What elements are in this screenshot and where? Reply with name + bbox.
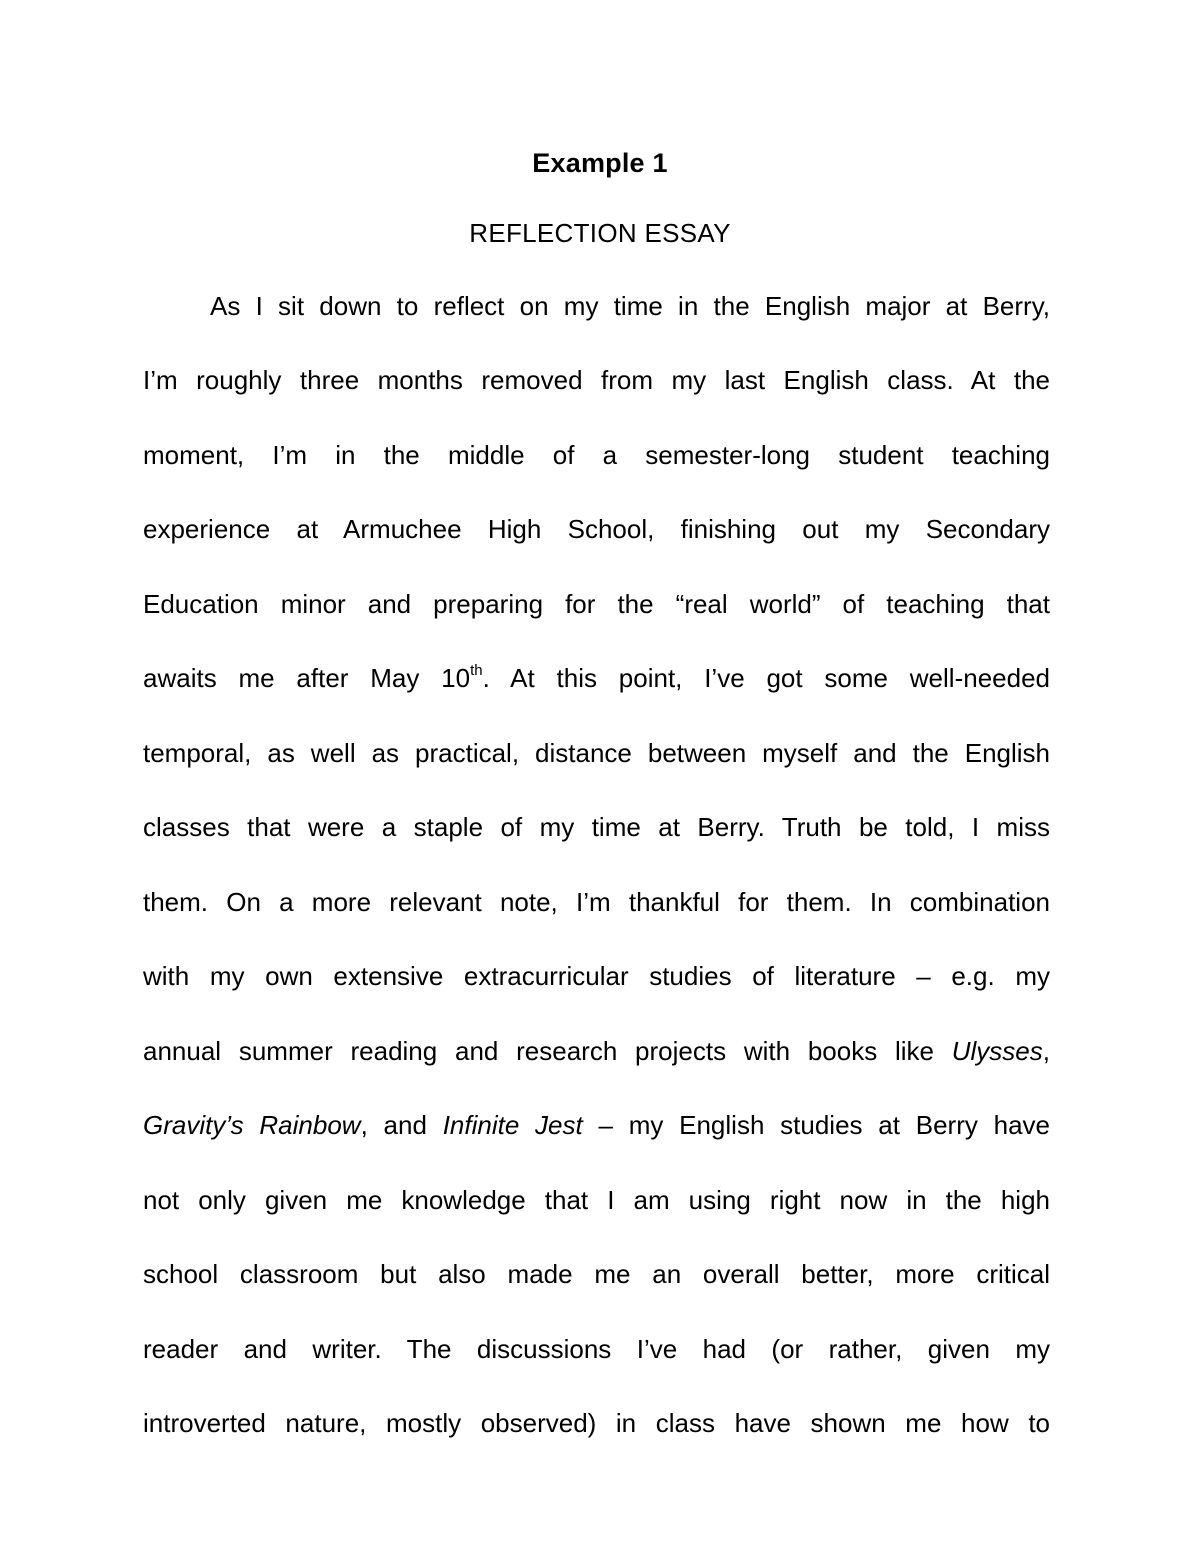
- document-title: Example 1: [532, 148, 668, 178]
- body-line: experience at Armuchee High School, finishing out my Secondary: [143, 514, 1050, 544]
- body-line: [143, 1031, 1050, 1071]
- body-line: Education minor and preparing for the “real world” of teaching that: [143, 589, 1050, 619]
- book-title: Ulysses: [951, 1036, 1043, 1066]
- body-line: I’m roughly three months removed from my last English class. At the: [143, 365, 1050, 395]
- superscript: th: [470, 662, 483, 679]
- body-text: , and: [360, 1110, 443, 1140]
- body-text: awaits me after May 10: [143, 663, 471, 693]
- body-text: . At this point, I’ve got some well-needed: [482, 663, 1050, 693]
- body-text: – my English studies at Berry have: [582, 1110, 1050, 1140]
- body-line: [143, 1105, 1050, 1145]
- body-line: temporal, as well as practical, distance between myself and the English: [143, 738, 1050, 768]
- book-title: Infinite Jest: [442, 1110, 583, 1140]
- body-line: As I sit down to reflect on my time in the English major at Berry,: [210, 291, 1050, 321]
- body-line: them. On a more relevant note, I’m thankful for them. In combination: [143, 887, 1050, 917]
- body-line: reader and writer. The discussions I’ve had (or rather, given my: [143, 1334, 1050, 1364]
- body-line: [143, 658, 1050, 698]
- document-subtitle: REFLECTION ESSAY: [469, 218, 731, 248]
- body-line: introverted nature, mostly observed) in class have shown me how to: [143, 1408, 1050, 1438]
- body-line: school classroom but also made me an overall better, more critical: [143, 1259, 1050, 1289]
- body-text: annual summer reading and research projects with books like: [143, 1036, 952, 1066]
- body-line: classes that were a staple of my time at Berry. Truth be told, I miss: [143, 812, 1050, 842]
- body-line: not only given me knowledge that I am using right now in the high: [143, 1185, 1050, 1215]
- body-line: with my own extensive extracurricular studies of literature – e.g. my: [143, 961, 1050, 991]
- body-text: ,: [1042, 1036, 1050, 1066]
- body-line: moment, I’m in the middle of a semester-long student teaching: [143, 440, 1050, 470]
- book-title: Gravity’s Rainbow: [143, 1110, 361, 1140]
